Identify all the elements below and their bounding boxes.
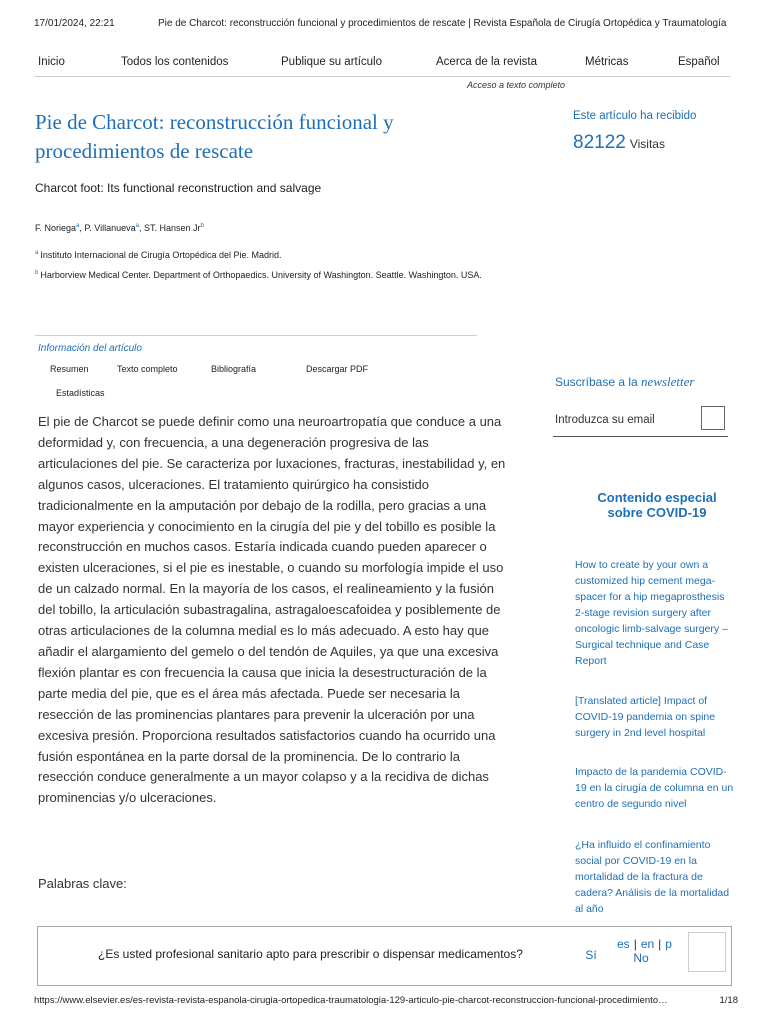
lang-es-link[interactable]: es [617, 937, 630, 951]
tab-bibliografia[interactable]: Bibliografía [211, 364, 257, 374]
tab-estadisticas[interactable]: Estadísticas [56, 388, 105, 398]
full-access-label: Acceso a texto completo [467, 80, 566, 90]
newsletter-email-input[interactable] [553, 404, 701, 437]
visits-label: Este artículo ha recibido [573, 110, 697, 122]
article-title: Pie de Charcot: reconstrucción funcional y procedimientos de rescate [35, 110, 394, 163]
nav-item-language[interactable]: Español [678, 56, 720, 68]
nav-item-publique[interactable]: Publique su artículo [281, 56, 383, 68]
author-name[interactable]: F. Noriega [35, 223, 77, 233]
print-datetime: 17/01/2024, 22:21 [34, 18, 115, 29]
print-page-number: 1/18 [719, 995, 738, 1006]
tab-descargar-pdf[interactable]: Descargar PDF [306, 364, 369, 374]
affiliation-text: Harborview Medical Center. Department of Orthopaedics. University of Washington. Seattle. Washington. USA. [40, 270, 482, 280]
affiliation-b [35, 270, 482, 280]
consent-question: ¿Es usted profesional sanitario apto para prescribir o dispensar medicamentos? [98, 947, 523, 961]
lang-pt-link[interactable]: p [665, 937, 672, 951]
language-dropdown-box[interactable] [688, 932, 726, 972]
lang-separator: | [658, 937, 662, 951]
visits-count: 82122 [573, 132, 626, 153]
lang-en-link[interactable]: en [640, 937, 655, 951]
nav-item-metricas[interactable]: Métricas [585, 56, 629, 68]
language-switcher [617, 937, 672, 951]
author-list: F. Noriega$^a$, P. Villanueva$^a$, ST. Hansen Jr$^b$ [35, 223, 204, 233]
tab-resumen[interactable]: Resumen [50, 364, 89, 374]
nav-item-todos-los-contenidos[interactable]: Todos los contenidos [121, 56, 229, 68]
abstract-text: El pie de Charcot se puede definir como una neuroartropatía que conduce a una deformidad y, con frecuencia, a una degeneración progresiva de las articulaciones del pie. Se caracteriza por luxaciones, fracturas, inestabilidad y, en algunos casos, ulceraciones. El tratamiento quirúrgico ha consistido tradicionalmente en la amputación por debajo de la rodilla, pero gracias a una mayor experiencia y conocimiento en la cirugía del pie y del tobillo es posible la reconstrucción en muchos casos. Estaría indicada cuando pueden aparecer o existen ulceraciones, si el pie es inestable, o cuando su morfología impide el uso de un calzado normal. En la mayoría de los casos, el realineamiento y la fusión del tobillo, la articulación subastragalina, astragaloescafoidea y posiblemente de otras articulaciones de la columna medial es lo más adecuado. A esto hay que añadir el alargamiento del gemelo o del tendón de Aquiles, ya que una excesiva flexión plantar es con frecuencia la causa que inicia la desestructuración de la parte media del pie, que es el área más afectada. Puede ser necesaria la resección de las prominencias plantares para prevenir la ulceración por una excesiva presión. Proporciona resultados satisfactorios cuando ha ocurrido una fusión espontánea en la parte dorsal de la prominencia. De lo contrario la resección conduce generalmente a un mayor colapso y a la recidiva de dichas prominencias y/o ulceraciones. [38, 414, 506, 806]
related-article-link[interactable]: [Translated article] Impact of COVID-19 pandemia on spine surgery in 2nd level hospital [575, 695, 716, 739]
lang-separator: | [633, 937, 637, 951]
consent-no-button[interactable]: No [615, 940, 667, 970]
email-underline [699, 436, 728, 437]
related-article-link[interactable]: ¿Ha influido el confinamiento social por COVID-19 en la mortalidad de la fractura de cadera? Análisis de la mortalidad al año [575, 839, 730, 915]
affiliation-a [35, 250, 281, 260]
info-divider [35, 335, 477, 336]
article-alt-title: Charcot foot: Its functional reconstruction and salvage [35, 181, 322, 195]
related-article-link[interactable]: Impacto de la pandemia COVID-19 en la cirugía de columna en un centro de segundo nivel [575, 766, 734, 810]
affiliation-sup: b [35, 270, 39, 276]
covid-section-heading: Contenido especial sobre COVID-19 [597, 490, 717, 520]
nav-item-acerca[interactable]: Acerca de la revista [436, 56, 537, 68]
newsletter-prefix: Suscríbase a la [555, 375, 642, 389]
nav-divider [34, 76, 730, 77]
visits-unit: Visitas [629, 137, 665, 151]
author-name[interactable]: ST. Hansen Jr [143, 223, 201, 233]
related-article-link[interactable]: How to create by your own a customized hip cement mega-spacer for a hip megaprosthesis 2-stage revision surgery after oncologic limb-salvage surgery – Surgical technique and Case Report [575, 559, 728, 667]
newsletter-submit-button[interactable] [701, 406, 725, 430]
affiliation-sup: a [35, 250, 39, 256]
print-page-title: Pie de Charcot: reconstrucción funcional y procedimientos de rescate | Revista Española de Cirugía Ortopédica y Traumatología [158, 18, 727, 29]
main-nav [38, 56, 720, 72]
author-affil-sup[interactable]: b [200, 223, 204, 229]
consent-yes-button[interactable]: Sí [568, 940, 614, 970]
keywords-label: Palabras clave: [38, 876, 127, 891]
author-affil-sup[interactable]: a [135, 223, 139, 229]
tab-texto-completo[interactable]: Texto completo [117, 364, 178, 374]
newsletter-word: newsletter [641, 374, 695, 389]
newsletter-heading [555, 374, 694, 390]
affiliation-text: Instituto Internacional de Cirugía Ortopédica del Pie. Madrid. [40, 250, 282, 260]
article-info-heading: Información del artículo [38, 343, 142, 354]
print-url: https://www.elsevier.es/es-revista-revista-espanola-cirugia-ortopedica-traumatologia-129-articulo-pie-charcot-reconstruccion-funcional-procedimiento… [34, 995, 668, 1006]
nav-item-inicio[interactable]: Inicio [38, 56, 65, 68]
author-name[interactable]: P. Villanueva [84, 223, 136, 233]
author-affil-sup[interactable]: a [76, 223, 80, 229]
visits-counter [573, 132, 665, 154]
